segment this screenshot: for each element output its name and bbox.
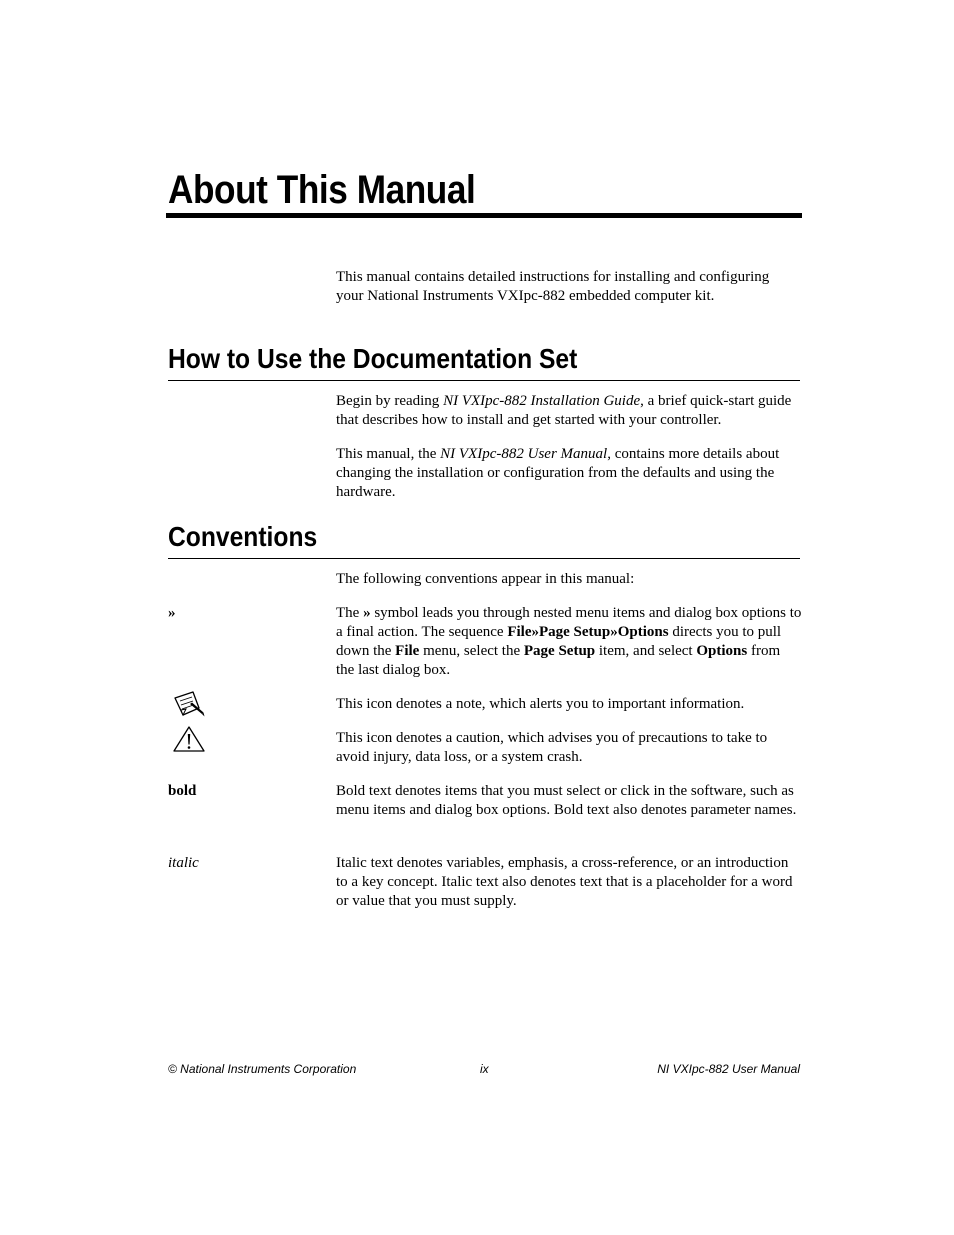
title-rule <box>166 213 802 218</box>
user-manual-title: NI VXIpc-882 User Manual <box>440 446 608 462</box>
installation-guide-title: NI VXIpc-882 Installation Guide <box>443 393 641 409</box>
doc-set-paragraph-2: This manual, the NI VXIpc-882 User Manual, contains more details about changing the installation or configuration from the defaults and using the hardware. <box>336 446 780 500</box>
section-heading-documentation-set: How to Use the Documentation Set <box>168 343 578 374</box>
intro-paragraph: This manual contains detailed instructions for installing and configuring your National Instruments VXIpc-882 embedded computer kit. <box>336 269 770 304</box>
caution-icon-graphic <box>172 725 206 753</box>
footer-page-number: ix <box>480 1062 489 1076</box>
doc-set-paragraph-1: Begin by reading NI VXIpc-882 Installation Guide, a brief quick-start guide that describes how to install and get started with your controller. <box>336 393 792 428</box>
caution-description: This icon denotes a caution, which advises you of precautions to take to avoid injury, data loss, or a system crash. <box>336 730 768 765</box>
note-icon <box>172 690 206 718</box>
footer-manual-title: NI VXIpc-882 User Manual <box>657 1062 800 1076</box>
page-title: About This Manual <box>168 168 476 212</box>
conventions-intro: The following conventions appear in this manual: <box>336 571 635 587</box>
section-heading-conventions: Conventions <box>168 521 318 552</box>
section-rule-conventions <box>168 558 800 559</box>
section-rule-documentation-set <box>168 380 800 381</box>
note-description: This icon denotes a note, which alerts you to important information. <box>336 696 745 712</box>
symbol-description: The » symbol leads you through nested menu items and dialog box options to a final action. The sequence File»Page Setup»Options directs you to pull down the File menu, select the Page Setup item, and select Options from the last dialog box. <box>336 605 802 678</box>
italic-description: Italic text denotes variables, emphasis, a cross-reference, or an introduction to a key concept. Italic text also denotes text that is a placeholder for a word or value that you must supply. <box>336 855 793 909</box>
footer-copyright: © National Instruments Corporation <box>168 1062 357 1076</box>
bold-label: bold <box>168 783 197 799</box>
symbol-label: » <box>168 605 176 621</box>
bold-description: Bold text denotes items that you must select or click in the software, such as menu items and dialog box options. Bold text also denotes parameter names. <box>336 783 797 818</box>
caution-icon <box>172 725 206 753</box>
italic-label: italic <box>168 855 199 871</box>
note-icon-graphic <box>172 690 206 718</box>
